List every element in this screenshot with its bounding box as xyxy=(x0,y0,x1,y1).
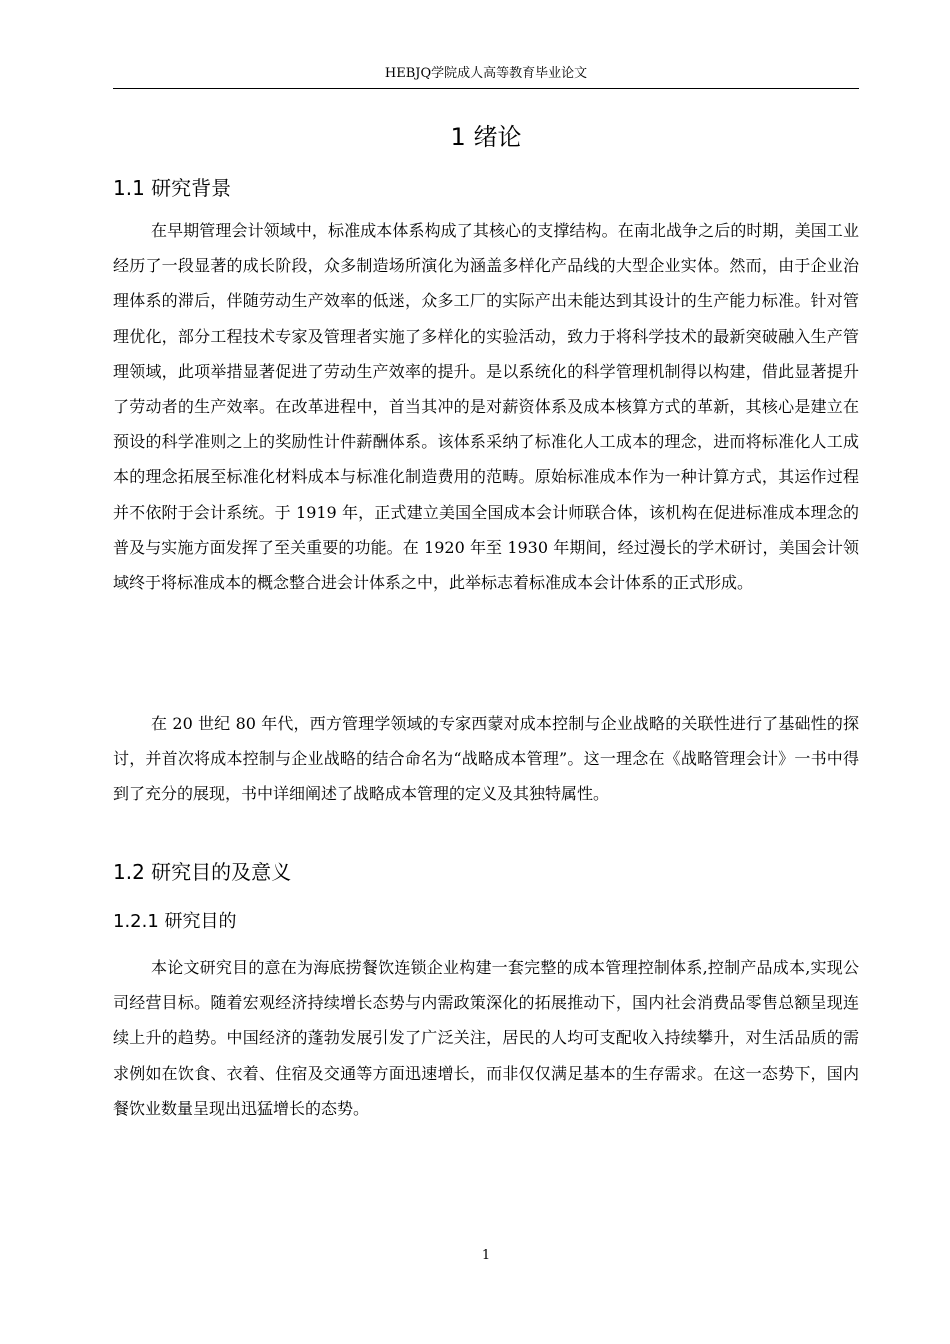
paragraph-background-2: 在 20 世纪 80 年代，西方管理学领域的专家西蒙对成本控制与企业战略的关联性进行了基础性的探讨，并首次将成本控制与企业战略的结合命名为“战略成本管理”。这一理念在《战略管理会计》一书中得到了充分的展现，书中详细阐述了战略成本管理的定义及其独特属性。 xyxy=(113,714,859,804)
paragraph-purpose-1: 本论文研究目的意在为海底捞餐饮连锁企业构建一套完整的成本管理控制体系,控制产品成本,实现公司经营目标。随着宏观经济持续增长态势与内需政策深化的拓展推动下，国内社会消费品零售总额呈现连续上升的趋势。中国经济的蓬勃发展引发了广泛关注，居民的人均可支配收入持续攀升，对生活品质的需求例如在饮食、衣着、住宿及交通等方面迅速增长，而非仅仅满足基本的生存需求。在这一态势下，国内餐饮业数量呈现出迅猛增长的态势。 xyxy=(113,958,859,1118)
chapter-title: 1 绪论 xyxy=(450,123,522,151)
section-heading-1-1: 1.1 研究背景 xyxy=(113,176,232,200)
running-header: HEBJQ学院成人高等教育毕业论文 xyxy=(384,66,588,81)
page-number: 1 xyxy=(481,1248,491,1263)
subsection-heading-1-2-1: 1.2.1 研究目的 xyxy=(113,911,237,932)
header-divider xyxy=(113,88,859,89)
paragraph-background-1: 在早期管理会计领域中，标准成本体系构成了其核心的支撑结构。在南北战争之后的时期，美国工业经历了一段显著的成长阶段，众多制造场所演化为涵盖多样化产品线的大型企业实体。然而，由于企业治理体系的滞后，伴随劳动生产效率的低迷，众多工厂的实际产出未能达到其设计的生产能力标准。针对管理优化，部分工程技术专家及管理者实施了多样化的实验活动，致力于将科学技术的最新突破融入生产管理领域，此项举措显著促进了劳动生产效率的提升。是以系统化的科学管理机制得以构建，借此显著提升了劳动者的生产效率。在改革进程中，首当其冲的是对薪资体系及成本核算方式的革新，其核心是建立在预设的科学准则之上的奖励性计件薪酬体系。该体系采纳了标准化人工成本的理念，进而将标准化人工成本的理念拓展至标准化材料成本与标准化制造费用的范畴。原始标准成本作为一种计算方式，其运作过程并不依附于会计系统。于 1919 年，正式建立美国全国成本会计师联合体，该机构在促进标准成本理念的普及与实施方面发挥了至关重要的功能。在 1920 年至 1930 年期间，经过漫长的学术研讨，美国会计领域终于将标准成本的概念整合进会计体系之中，此举标志着标准成本会计体系的正式形成。 xyxy=(113,221,859,593)
section-heading-1-2: 1.2 研究目的及意义 xyxy=(113,860,292,884)
